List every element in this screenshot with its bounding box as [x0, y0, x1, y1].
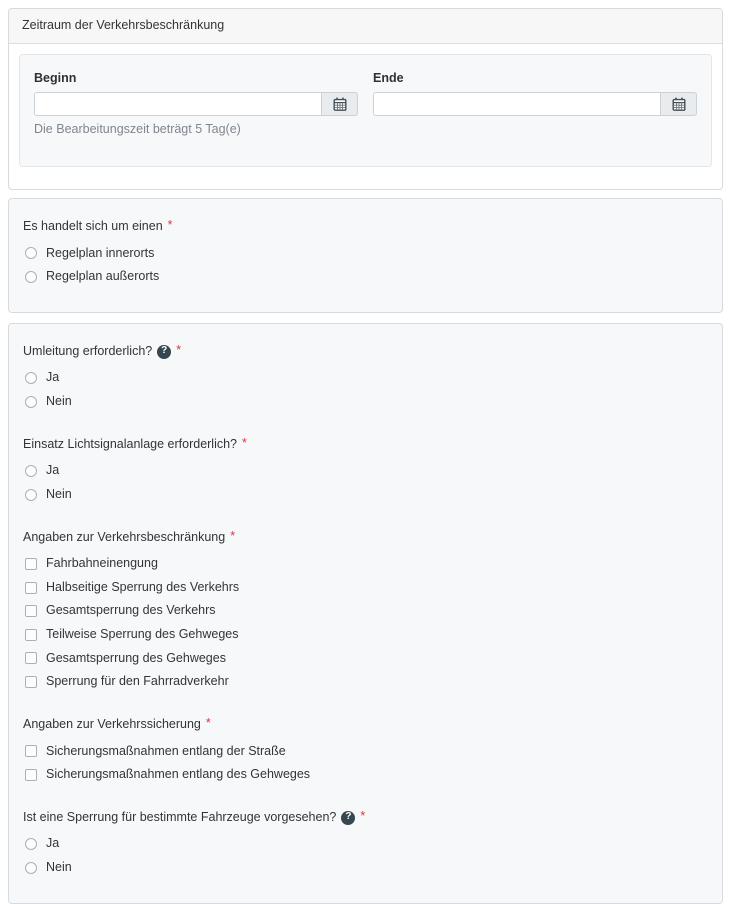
card-zeitraum-title: Zeitraum der Verkehrsbeschränkung	[9, 9, 722, 44]
radio-option-ja[interactable]	[23, 368, 708, 388]
question-verkehrssicherung	[23, 717, 708, 785]
options-group-lichtsignalanlage	[23, 461, 708, 504]
question-label-row	[23, 219, 708, 235]
question-label: Angaben zur Verkehrssicherung	[23, 716, 201, 731]
option-label: Regelplan innerorts	[46, 245, 155, 260]
checkbox-option-sperrung-für-den-fahrradverkehr[interactable]	[23, 672, 708, 692]
question-label: Es handelt sich um einen	[23, 218, 163, 233]
checkbox-icon[interactable]	[25, 582, 37, 594]
options-group-regelplan-typ	[23, 244, 708, 287]
card-zeitraum-body	[9, 44, 722, 189]
required-asterisk: *	[176, 342, 182, 357]
radio-icon[interactable]	[25, 862, 37, 874]
radio-icon[interactable]	[25, 838, 37, 850]
card-verkehr-details	[8, 323, 723, 904]
question-label-row	[23, 344, 708, 360]
radio-option-nein[interactable]	[23, 858, 708, 878]
required-asterisk: *	[205, 715, 211, 730]
checkbox-option-gesamtsperrung-des-verkehrs[interactable]	[23, 601, 708, 621]
checkbox-option-halbseitige-sperrung-des-verkehrs[interactable]	[23, 578, 708, 598]
option-label: Halbseitige Sperrung des Verkehrs	[46, 579, 240, 594]
question-label-row	[23, 530, 708, 546]
ende-input-group	[373, 92, 697, 116]
date-range-well	[19, 54, 712, 167]
beginn-date-input[interactable]	[34, 92, 321, 116]
checkbox-icon[interactable]	[25, 745, 37, 757]
calendar-icon	[672, 97, 686, 111]
required-asterisk: *	[167, 217, 173, 232]
option-label: Sicherungsmaßnahmen entlang der Straße	[46, 743, 286, 758]
question-sperrung-fahrzeuge	[23, 810, 708, 878]
option-label: Gesamtsperrung des Gehweges	[46, 650, 226, 665]
radio-icon[interactable]	[25, 465, 37, 477]
checkbox-option-gesamtsperrung-des-gehweges[interactable]	[23, 649, 708, 669]
options-group-verkehrsbeschraenkung	[23, 554, 708, 692]
option-label: Sperrung für den Fahrradverkehr	[46, 674, 229, 689]
card-zeitraum	[8, 8, 723, 190]
question-label-row	[23, 810, 708, 826]
help-icon[interactable]: ?	[341, 811, 355, 825]
question-umleitung	[23, 344, 708, 412]
checkbox-icon[interactable]	[25, 652, 37, 664]
help-icon[interactable]: ?	[157, 345, 171, 359]
checkbox-option-fahrbahneinengung[interactable]	[23, 554, 708, 574]
card-regelplan	[8, 198, 723, 313]
ende-calendar-button[interactable]	[660, 92, 697, 116]
checkbox-option-sicherungsmaßnahmen-entlang-des-gehweges[interactable]	[23, 765, 708, 785]
option-label: Gesamtsperrung des Verkehrs	[46, 603, 216, 618]
option-label: Nein	[46, 860, 72, 874]
question-label: Angaben zur Verkehrsbeschränkung	[23, 529, 226, 544]
beginn-calendar-button[interactable]	[321, 92, 358, 116]
radio-icon[interactable]	[25, 372, 37, 384]
ende-date-input[interactable]	[373, 92, 660, 116]
checkbox-icon[interactable]	[25, 558, 37, 570]
radio-option-regelplan-außerorts[interactable]	[23, 267, 708, 287]
radio-icon[interactable]	[25, 396, 37, 408]
radio-option-nein[interactable]	[23, 485, 708, 505]
required-asterisk: *	[242, 435, 247, 450]
radio-option-nein[interactable]	[23, 392, 708, 412]
beginn-label: Beginn	[34, 70, 77, 85]
option-label: Ja	[46, 836, 60, 851]
options-group-sperrung-fahrzeuge	[23, 834, 708, 877]
option-label: Nein	[46, 394, 72, 408]
radio-option-ja[interactable]	[23, 834, 708, 854]
required-asterisk: *	[360, 808, 366, 823]
radio-icon[interactable]	[25, 271, 37, 283]
option-label: Teilweise Sperrung des Gehweges	[46, 627, 239, 641]
radio-icon[interactable]	[25, 489, 37, 501]
question-verkehrsbeschraenkung	[23, 530, 708, 692]
option-label: Ja	[46, 370, 60, 385]
processing-time-hint: Die Bearbeitungszeit beträgt 5 Tag(e)	[34, 122, 241, 137]
option-label: Fahrbahneinengung	[46, 556, 158, 571]
question-label: Umleitung erforderlich?	[23, 343, 153, 358]
checkbox-option-teilweise-sperrung-des-gehweges[interactable]	[23, 625, 708, 645]
options-group-verkehrssicherung	[23, 742, 708, 785]
calendar-icon	[333, 97, 347, 111]
ende-label: Ende	[373, 70, 404, 85]
question-lichtsignalanlage	[23, 437, 708, 505]
beginn-input-group	[34, 92, 358, 116]
field-beginn	[34, 71, 358, 138]
option-label: Nein	[46, 486, 72, 501]
options-group-umleitung	[23, 368, 708, 411]
checkbox-option-sicherungsmaßnahmen-entlang-der-straße[interactable]	[23, 742, 708, 762]
option-label: Regelplan außerorts	[46, 269, 160, 284]
option-label: Sicherungsmaßnahmen entlang des Gehweges	[46, 767, 311, 782]
question-regelplan-typ	[23, 219, 708, 287]
question-label-row	[23, 717, 708, 733]
checkbox-icon[interactable]	[25, 676, 37, 688]
question-label-row	[23, 437, 708, 453]
checkbox-icon[interactable]	[25, 629, 37, 641]
radio-option-regelplan-innerorts[interactable]	[23, 244, 708, 264]
question-label: Einsatz Lichtsignalanlage erforderlich?	[23, 436, 238, 451]
option-label: Ja	[46, 463, 60, 478]
checkbox-icon[interactable]	[25, 605, 37, 617]
field-ende	[373, 71, 697, 138]
checkbox-icon[interactable]	[25, 769, 37, 781]
radio-icon[interactable]	[25, 247, 37, 259]
required-asterisk: *	[230, 528, 236, 543]
question-label: Ist eine Sperrung für bestimmte Fahrzeuge vorgesehen?	[23, 809, 337, 824]
radio-option-ja[interactable]	[23, 461, 708, 481]
